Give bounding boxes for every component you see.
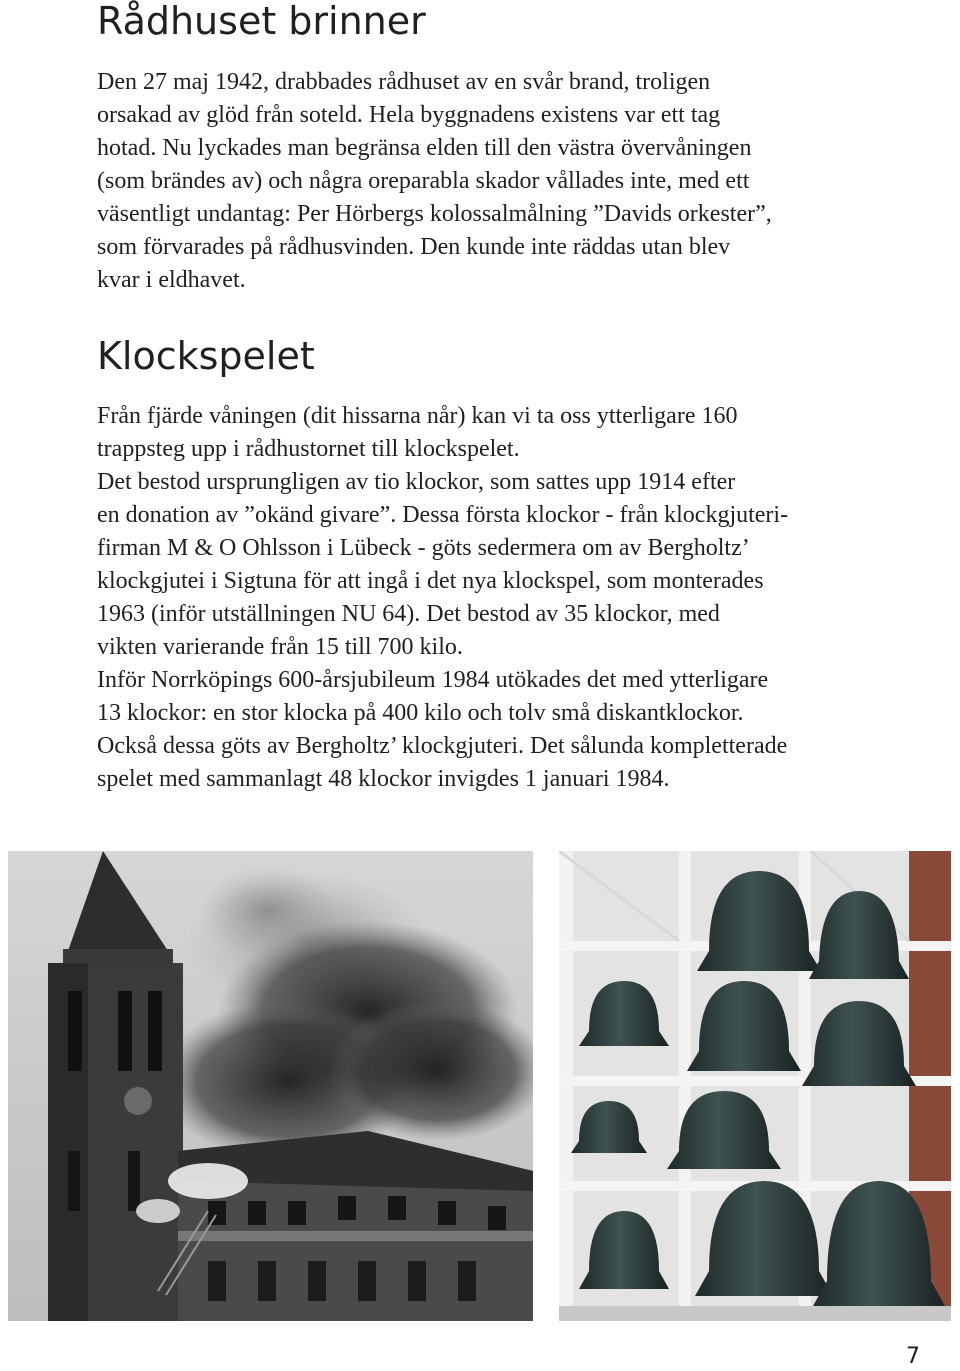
text-line: hotad. Nu lyckades man begränsa elden till den västra övervåningen [97,135,752,161]
text-line: Från fjärde våningen (dit hissarna når) kan vi ta oss ytterligare 160 [97,403,738,429]
text-line: vikten varierande från 15 till 700 kilo. [97,634,463,660]
page-number: 7 [906,1344,920,1369]
text-line: som förvarades på rådhusvinden. Den kunde inte räddas utan blev [97,234,731,260]
photo-town-hall-fire [8,851,533,1321]
text-line: orsakad av glöd från soteld. Hela byggnadens existens var ett tag [97,102,721,128]
text-line: firman M & O Ohlsson i Lübeck - göts sedermera om av Bergholtz’ [97,535,750,561]
paragraph-klockspelet [97,400,857,796]
text-line: 13 klockor: en stor klocka på 400 kilo och tolv små diskantklockor. [97,700,744,726]
text-line: Inför Norrköpings 600-årsjubileum 1984 utökades det med ytterligare [97,667,769,693]
paragraph-radhuset-brinner [97,66,857,297]
text-line: trappsteg upp i rådhustornet till klockspelet. [97,436,520,462]
text-line: (som brändes av) och några oreparabla skador vållades inte, med ett [97,168,750,194]
section-heading-klockspelet: Klockspelet [97,334,315,378]
text-line: Också dessa göts av Bergholtz’ klockgjuteri. Det sålunda kompletterade [97,733,788,759]
text-line: väsentligt undantag: Per Hörbergs kolossalmålning ”Davids orkester”, [97,201,772,227]
text-line: 1963 (inför utställningen NU 64). Det bestod av 35 klockor, med [97,601,720,627]
text-line: en donation av ”okänd givare”. Dessa första klockor - från klockgjuteri- [97,502,789,528]
text-line: klockgjutei i Sigtuna för att ingå i det nya klockspel, som monterades [97,568,764,594]
text-line: Den 27 maj 1942, drabbades rådhuset av en svår brand, troligen [97,69,711,95]
text-line: Det bestod ursprungligen av tio klockor, som sattes upp 1914 efter [97,469,736,495]
text-line: spelet med sammanlagt 48 klockor invigdes 1 januari 1984. [97,766,670,792]
photo-carillon-bells [559,851,951,1321]
text-line: kvar i eldhavet. [97,267,246,293]
section-heading-radhuset-brinner: Rådhuset brinner [97,0,426,43]
